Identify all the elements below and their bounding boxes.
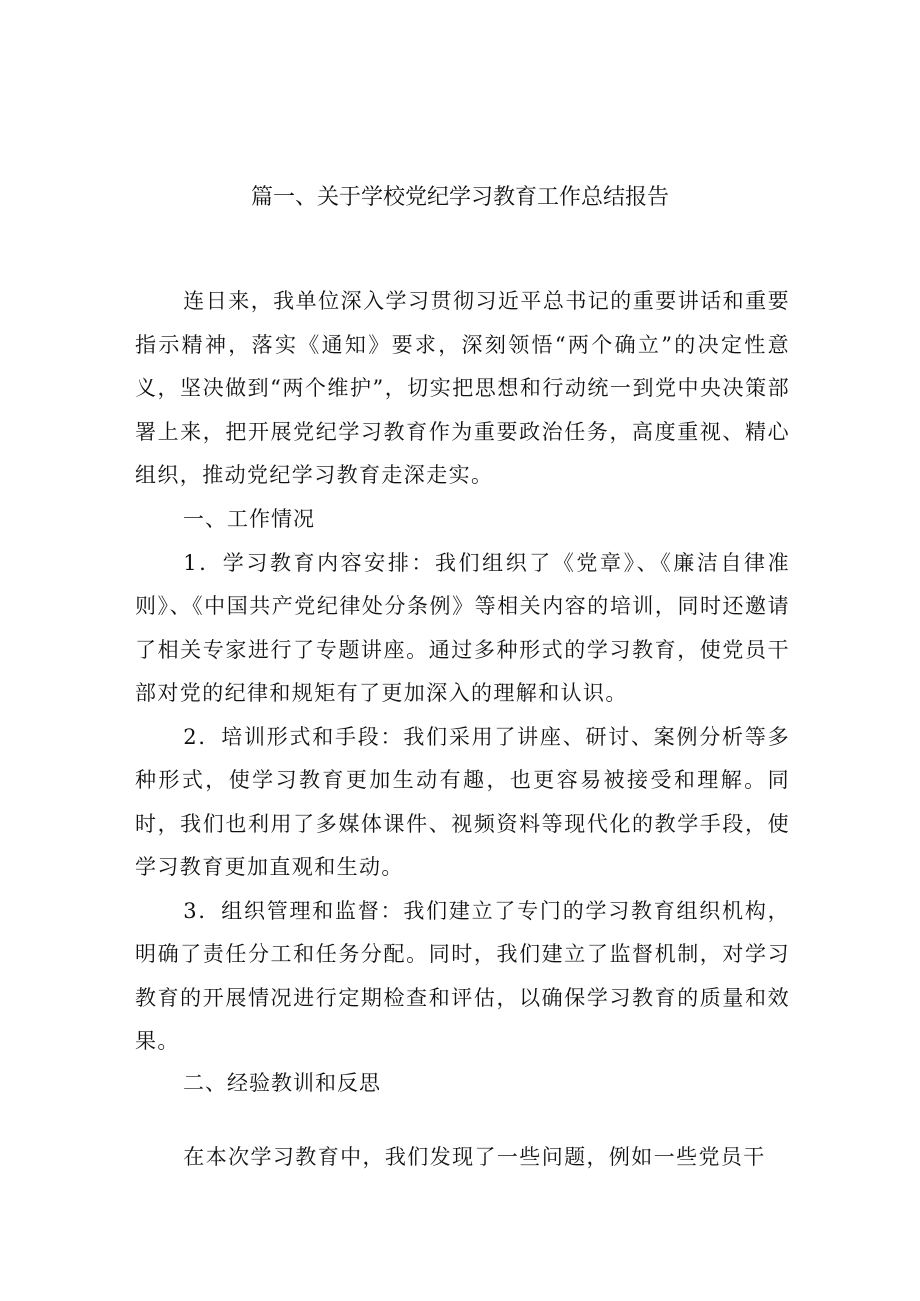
section-2	[135, 1062, 790, 1106]
document-title: 篇一、关于学校党纪学习教育工作总结报告	[250, 185, 669, 210]
intro-paragraph: 连日来，我单位深入学习贯彻习近平总书记的重要讲话和重要指示精神，落实《通知》要求，深刻领悟“两个确立”的决定性意义，坚决做到“两个维护”，切实把思想和行动统一到党中央决策部署上来，把开展党纪学习教育作为重要政治任务，高度重视、精心组织，推动党纪学习教育走深走实。	[135, 289, 790, 487]
section-2-heading: 二、经验教训和反思	[183, 1071, 381, 1095]
section-1-item-3: 3．组织管理和监督：我们建立了专门的学习教育组织机构，明确了责任分工和任务分配。同时，我们建立了监督机制，对学习教育的开展情况进行定期检查和评估，以确保学习教育的质量和效果。	[135, 898, 790, 1053]
section-2-body	[135, 1136, 790, 1180]
section-1-item-2: 2．培训形式和手段：我们采用了讲座、研讨、案例分析等多种形式，使学习教育更加生动有趣，也更容易被接受和理解。同时，我们也利用了多媒体课件、视频资料等现代化的教学手段，使学习教育更加直观和生动。	[135, 724, 790, 879]
intro-block	[135, 280, 790, 498]
section-1-item-1: 1．学习教育内容安排：我们组织了《党章》、《廉洁自律准则》、《中国共产党纪律处分条例》等相关内容的培训，同时还邀请了相关专家进行了专题讲座。通过多种形式的学习教育，使党员干部对党的纪律和规矩有了更加深入的理解和认识。	[135, 550, 790, 705]
section-1-heading: 一、工作情况	[183, 507, 315, 531]
section-2-paragraph: 在本次学习教育中，我们发现了一些问题，例如一些党员干	[183, 1145, 766, 1169]
section-1	[135, 498, 790, 1064]
